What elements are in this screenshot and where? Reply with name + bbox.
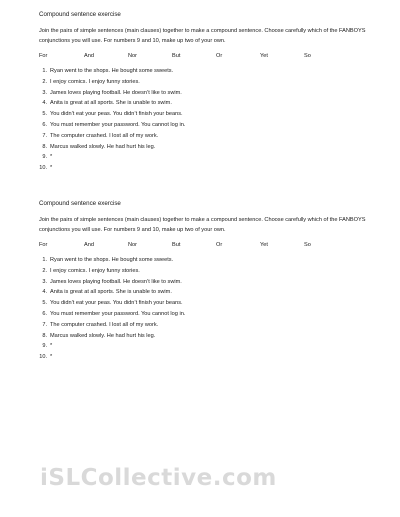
conjunction-or: Or (216, 242, 223, 248)
exercise-instructions: Join the pairs of simple sentences (main clauses) together to make a compound sentence. Choose carefully which of the FANBOYS conjunctions you will use. For numbers 9 and 10, make up two of your own. (39, 217, 366, 233)
list-item (39, 109, 369, 120)
conjunction-yet: Yet (260, 53, 268, 59)
sentence-text: James loves playing football. He doesn’t like to swim. (50, 278, 182, 285)
fanboys-row (39, 53, 369, 61)
sentence-text: You didn’t eat your peas. You didn’t finish your beans. (50, 111, 183, 118)
sentence-text: I enjoy comics. I enjoy funny stories. (50, 267, 140, 274)
list-item (39, 120, 369, 131)
sentence-list (39, 255, 369, 363)
conjunction-or: Or (216, 53, 223, 59)
list-item (39, 131, 369, 142)
item-number: 8. (42, 143, 47, 150)
conjunction-and: And (84, 53, 94, 59)
item-number: 7. (42, 321, 47, 328)
list-item (39, 277, 369, 288)
item-number: 1. (42, 257, 47, 263)
exercise-instructions: Join the pairs of simple sentences (main clauses) together to make a compound sentence. Choose carefully which of the FANBOYS conjunctions you will use. For numbers 9 and 10, make up two of your own. (39, 28, 366, 44)
list-item (39, 341, 369, 352)
list-item (39, 352, 369, 363)
sentence-text: The computer crashed. I lost all of my work. (50, 321, 159, 328)
list-item (39, 152, 369, 163)
item-number: 10. (39, 354, 47, 361)
list-item (39, 287, 369, 298)
conjunction-but: But (172, 53, 181, 59)
exercise-section-1 (39, 11, 369, 174)
list-item (39, 88, 369, 99)
item-number: 9. (42, 154, 47, 161)
item-number: 9. (42, 343, 47, 350)
exercise-section-2 (39, 200, 369, 363)
sentence-text: I enjoy comics. I enjoy funny stories. (50, 78, 140, 85)
list-item (39, 142, 369, 153)
list-item (39, 77, 369, 88)
list-item (39, 255, 369, 266)
sentence-text: You must remember your password. You cannot log in. (50, 310, 186, 317)
sentence-text: Ryan went to the shops. He bought some sweets. (50, 68, 174, 74)
list-item (39, 320, 369, 331)
sentence-text: * (50, 154, 53, 161)
conjunction-and: And (84, 242, 94, 248)
list-item (39, 331, 369, 342)
sentence-text: Marcus walked slowly. He had hurt his leg. (50, 143, 156, 150)
conjunction-so: So (304, 53, 311, 59)
sentence-text: * (50, 165, 53, 172)
exercise-title: Compound sentence exercise (39, 200, 121, 207)
list-item (39, 266, 369, 277)
conjunction-but: But (172, 242, 181, 248)
item-number: 5. (42, 111, 47, 118)
sentence-text: Anita is great at all sports. She is unable to swim. (50, 289, 172, 296)
item-number: 2. (42, 78, 47, 85)
list-item (39, 298, 369, 309)
sentence-list (39, 66, 369, 174)
item-number: 3. (42, 89, 47, 96)
sentence-text: You didn’t eat your peas. You didn’t finish your beans. (50, 300, 183, 307)
conjunction-nor: Nor (128, 242, 138, 248)
conjunction-nor: Nor (128, 53, 138, 59)
list-item (39, 66, 369, 77)
conjunction-so: So (304, 242, 311, 248)
sentence-text: Marcus walked slowly. He had hurt his leg. (50, 332, 156, 339)
sentence-text: You must remember your password. You cannot log in. (50, 121, 186, 128)
sentence-text: James loves playing football. He doesn’t like to swim. (50, 89, 182, 96)
sentence-text: * (50, 354, 53, 361)
conjunction-for: For (39, 53, 48, 59)
list-item (39, 309, 369, 320)
item-number: 7. (42, 132, 47, 139)
item-number: 6. (42, 310, 47, 317)
item-number: 3. (42, 278, 47, 285)
item-number: 8. (42, 332, 47, 339)
exercise-title: Compound sentence exercise (39, 11, 121, 18)
item-number: 4. (42, 289, 47, 296)
item-number: 2. (42, 267, 47, 274)
item-number: 6. (42, 121, 47, 128)
item-number: 4. (42, 100, 47, 107)
item-number: 10. (39, 165, 47, 172)
item-number: 1. (42, 68, 47, 74)
item-number: 5. (42, 300, 47, 307)
sentence-text: Ryan went to the shops. He bought some sweets. (50, 257, 174, 263)
watermark-logo: iSLCollective.com (40, 465, 277, 491)
conjunction-for: For (39, 242, 48, 248)
fanboys-row (39, 242, 369, 250)
list-item (39, 98, 369, 109)
sentence-text: * (50, 343, 53, 350)
sentence-text: Anita is great at all sports. She is unable to swim. (50, 100, 172, 107)
sentence-text: The computer crashed. I lost all of my work. (50, 132, 159, 139)
list-item (39, 163, 369, 174)
conjunction-yet: Yet (260, 242, 268, 248)
